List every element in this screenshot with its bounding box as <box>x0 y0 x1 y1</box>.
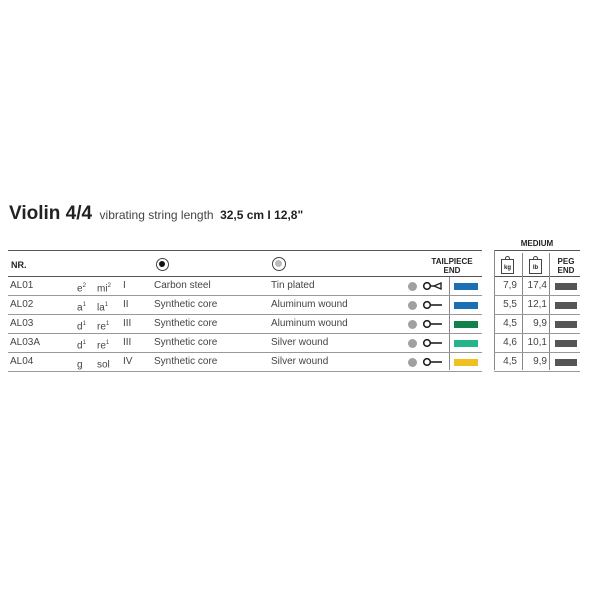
gray-dot-icon <box>408 301 417 310</box>
tension-lb: 9,9 <box>533 318 547 329</box>
row-divider <box>8 352 482 353</box>
row-solfege <box>97 280 111 295</box>
gray-dot-icon <box>408 339 417 348</box>
medium-bottom-rule <box>494 276 580 277</box>
row-nr: AL04 <box>10 356 34 367</box>
peg-end-icon <box>555 283 577 290</box>
row-core: Synthetic core <box>154 318 218 329</box>
peg-end-icon <box>555 359 577 366</box>
tension-lb: 10,1 <box>527 337 547 348</box>
gray-dot-icon <box>408 282 417 291</box>
tension-kg: 4,5 <box>503 318 517 329</box>
solfege-octave: 1 <box>105 340 110 346</box>
row-winding: Aluminum wound <box>271 299 348 310</box>
solfege-name: sol <box>97 359 110 371</box>
winding-icon <box>272 257 286 271</box>
note-letter: a <box>77 302 83 314</box>
tension-lb: 9,9 <box>533 356 547 367</box>
peg-header-line2: END <box>557 266 575 275</box>
header-bottom-rule <box>8 276 482 277</box>
color-code-swatch <box>454 321 478 328</box>
peg-end-header <box>553 257 579 275</box>
row-divider-medium <box>494 314 580 315</box>
row-nr: AL03 <box>10 318 34 329</box>
ball-end-icon <box>422 357 444 367</box>
solfege-octave: 1 <box>104 302 109 308</box>
core-dot <box>159 261 165 267</box>
ball-end-icon <box>422 300 444 310</box>
tension-lb: 12,1 <box>527 299 547 310</box>
title-row <box>9 203 303 225</box>
ball-end-icon <box>422 319 444 329</box>
row-note <box>77 356 83 371</box>
note-letter: g <box>77 359 83 371</box>
tension-lb: 17,4 <box>527 280 547 291</box>
row-nr: AL01 <box>10 280 34 291</box>
solfege-name: re <box>97 340 106 352</box>
peg-end-icon <box>555 302 577 309</box>
ball-loop-end-icon <box>422 281 444 291</box>
row-core: Synthetic core <box>154 337 218 348</box>
header-top-rule <box>8 250 482 251</box>
lb-icon: lb <box>529 259 542 274</box>
row-divider <box>8 295 482 296</box>
page-subtitle: vibrating string length <box>99 208 214 222</box>
note-octave: 1 <box>82 340 86 346</box>
row-roman: IV <box>123 356 133 367</box>
row-core: Synthetic core <box>154 356 218 367</box>
string-length: 32,5 cm I 12,8" <box>220 208 304 222</box>
row-divider-medium <box>494 295 580 296</box>
row-winding: Silver wound <box>271 337 329 348</box>
peg-header-line1: PEG <box>557 257 575 266</box>
solfege-name: mi <box>97 283 108 295</box>
medium-header: MEDIUM <box>520 239 554 248</box>
tension-kg: 7,9 <box>503 280 517 291</box>
tailpiece-header-line1: TAILPIECE <box>431 257 473 266</box>
nr-header: NR. <box>11 260 27 270</box>
core-icon <box>156 258 169 271</box>
solfege-name: la <box>97 302 105 314</box>
row-winding: Aluminum wound <box>271 318 348 329</box>
tension-kg: 5,5 <box>503 299 517 310</box>
row-roman: II <box>123 299 129 310</box>
winding-dot <box>275 260 282 267</box>
tailpiece-header <box>427 257 477 275</box>
row-divider-medium <box>494 352 580 353</box>
gray-dot-icon <box>408 320 417 329</box>
row-winding: Tin plated <box>271 280 315 291</box>
note-letter: d <box>77 340 83 352</box>
peg-end-icon <box>555 321 577 328</box>
color-code-swatch <box>454 359 478 366</box>
note-octave: 1 <box>82 321 86 327</box>
tension-kg: 4,5 <box>503 356 517 367</box>
note-octave: 2 <box>82 283 86 289</box>
solfege-octave: 2 <box>107 283 111 289</box>
row-note <box>77 280 86 295</box>
color-code-swatch <box>454 283 478 290</box>
row-solfege <box>97 356 110 371</box>
row-solfege <box>97 299 108 314</box>
color-code-swatch <box>454 340 478 347</box>
row-solfege <box>97 318 109 333</box>
row-nr: AL02 <box>10 299 34 310</box>
tailpiece-header-line2: END <box>443 266 461 275</box>
note-letter: e <box>77 283 83 295</box>
row-core: Carbon steel <box>154 280 211 291</box>
row-nr: AL03A <box>10 337 41 348</box>
row-divider <box>8 371 482 372</box>
row-roman: I <box>123 280 126 291</box>
row-note <box>77 318 86 333</box>
row-divider <box>8 314 482 315</box>
row-roman: III <box>123 318 132 329</box>
page-title: Violin 4/4 <box>9 203 93 224</box>
row-solfege <box>97 337 109 352</box>
row-core: Synthetic core <box>154 299 218 310</box>
tailpiece-color-separator <box>449 277 450 370</box>
color-code-swatch <box>454 302 478 309</box>
row-divider-medium <box>494 371 580 372</box>
tension-kg: 4,6 <box>503 337 517 348</box>
row-divider <box>8 333 482 334</box>
row-divider-medium <box>494 333 580 334</box>
row-note <box>77 299 86 314</box>
gray-dot-icon <box>408 358 417 367</box>
solfege-name: re <box>97 321 106 333</box>
ball-end-icon <box>422 338 444 348</box>
row-roman: III <box>123 337 132 348</box>
solfege-octave: 1 <box>105 321 110 327</box>
medium-top-rule <box>494 250 580 251</box>
note-octave: 1 <box>82 302 86 308</box>
row-note <box>77 337 86 352</box>
kg-icon: kg <box>501 259 514 274</box>
note-letter: d <box>77 321 83 333</box>
row-winding: Silver wound <box>271 356 329 367</box>
peg-end-icon <box>555 340 577 347</box>
